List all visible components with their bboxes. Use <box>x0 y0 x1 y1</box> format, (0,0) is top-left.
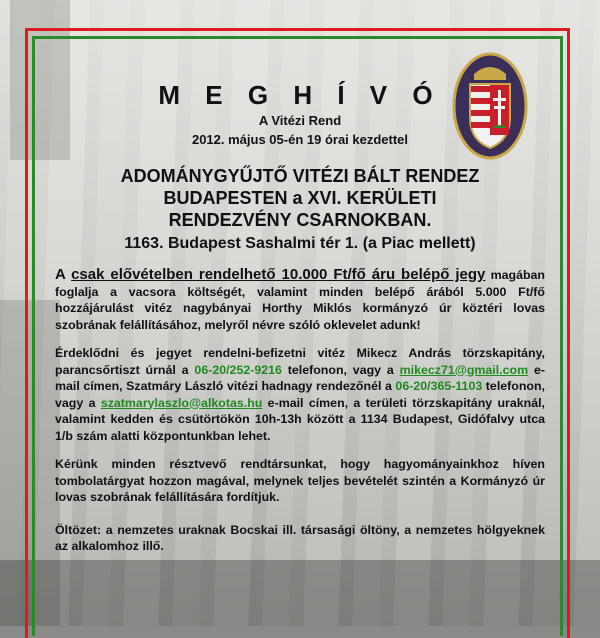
headline <box>55 165 545 231</box>
paragraph-text: magában foglalja a vacsora költségét, valamint minden belépő árából 5.000 Ft/fő hozzájárulást vitéz nagybányai Horthy Miklós kormányzó úr köztéri lovas szobrának felállításához, melyről névre szóló oklevelet adunk! <box>55 268 545 332</box>
paragraph-text: telefonon, vagy a <box>55 379 546 410</box>
paragraph-lead: A <box>55 266 66 283</box>
phone-number[interactable]: 06-20/252-9216 <box>194 362 282 377</box>
paragraph-text: telefonon, vagy a <box>281 362 400 377</box>
email-link[interactable]: mikecz71@gmail.com <box>399 362 529 377</box>
paragraph-tombola: Kérünk minden résztvevő rendtársunkat, hogy hagyományainkhoz híven tombolatárgyat hozzon magával, melynek teljes bevételét szintén a Kormányzó úr lovas szobrának felállítására fordítjuk. <box>55 457 545 504</box>
paragraph-text: e-mail címen, a területi törzskapitány uraknál, valamint kedden és csütörtökön 10h-13h között a 1134 Budapest, Gidófalvy utca 1/b szám alatti központunkban lehet. <box>55 395 545 443</box>
event-date: 2012. május 05-én 19 órai kezdettel <box>191 132 409 147</box>
headline-line: ADOMÁNYGYŰJTŐ VITÉZI BÁLT RENDEZ <box>120 166 480 186</box>
invitation-body <box>55 80 545 555</box>
paragraph-text: Érdeklődni és jegyet rendelni-befizetni vitéz Mikecz András törzskapitány, parancsőrtiszt úrnál a <box>55 346 545 377</box>
headline-line: BUDAPESTEN a XVI. KERÜLETI <box>163 188 437 208</box>
headline-line: RENDEZVÉNY CSARNOKBAN. <box>168 210 432 230</box>
ticket-price: csak elővételben rendelhető 10.000 Ft/fő áru belépő jegy <box>71 266 486 283</box>
organizer: A Vitézi Rend <box>258 113 342 128</box>
paragraph-ticket <box>55 267 545 333</box>
paragraph-text: e-mail címen, Szatmáry László vitézi hadnagy rendezőnél a <box>55 362 545 393</box>
phone-number[interactable]: 06-20/365-1103 <box>395 379 483 393</box>
email-link[interactable]: szatmarylaszlo@alkotas.hu <box>100 395 263 410</box>
venue-address: 1163. Budapest Sashalmi tér 1. (a Piac mellett) <box>124 235 476 252</box>
paragraph-contact <box>55 345 545 444</box>
page-title: M E G H Í V Ó <box>158 80 442 110</box>
paragraph-dress-code: Öltözet: a nemzetes uraknak Bocskai ill. társasági öltöny, a nemzetes hölgyeknek az alkalomhoz illő. <box>55 522 545 553</box>
